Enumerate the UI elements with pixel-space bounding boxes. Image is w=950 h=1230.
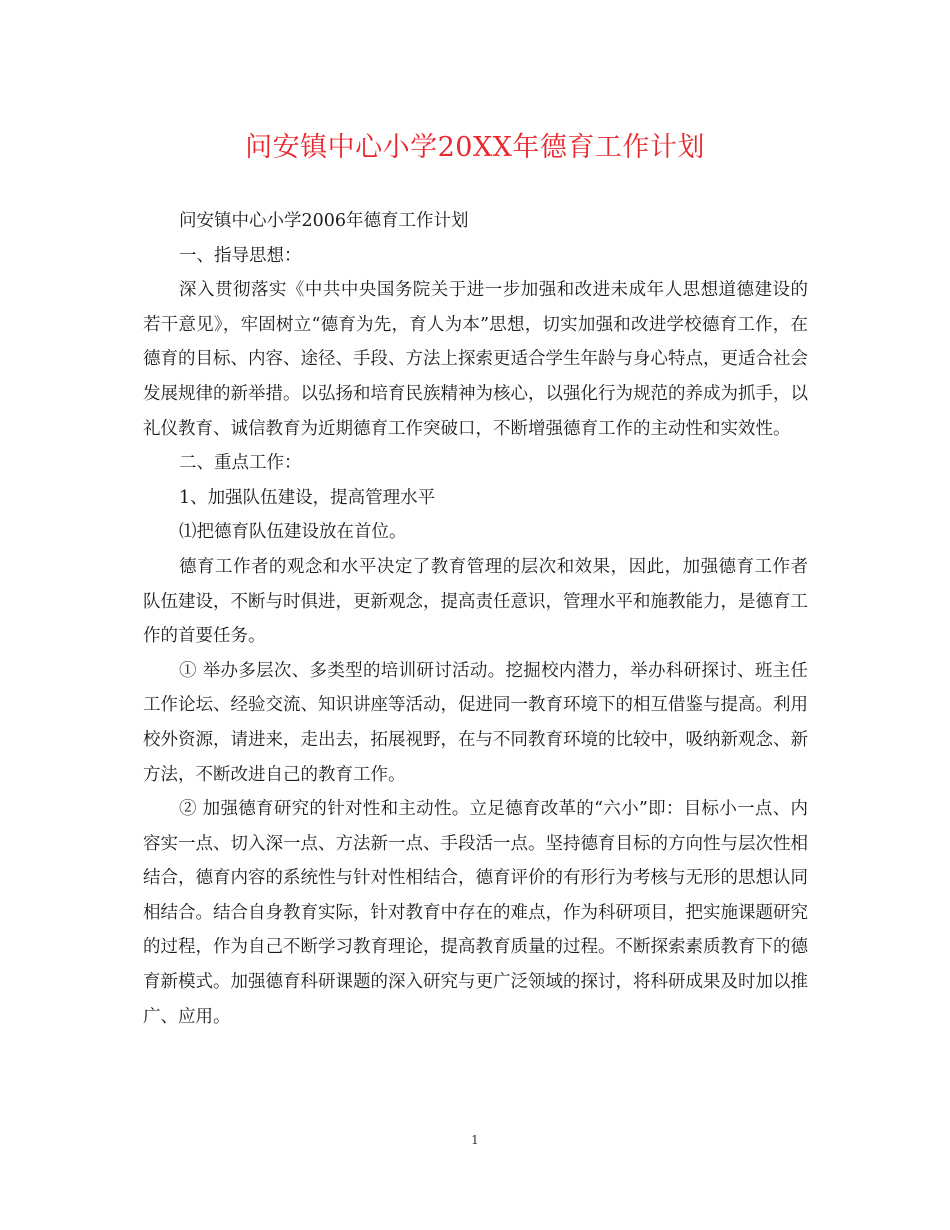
paragraph-point-1: ① 举办多层次、多类型的培训研讨活动。挖掘校内潜力，举办科研探讨、班主任工作论坛、经验交流、知识讲座等活动，促进同一教育环境下的相互借鉴与提高。利用校外资源，请进来，走出去，拓展视野，在与不同教育环境的比较中，吸纳新观念、新方法，不断改进自己的教育工作。 bbox=[143, 660, 808, 785]
paragraph-heading-guiding-thought: 一、指导思想： bbox=[179, 245, 302, 266]
document-body bbox=[143, 204, 808, 1034]
paragraph-guiding-thought: 深入贯彻落实《中共中央国务院关于进一步加强和改进未成年人思想道德建设的若干意见》，牢固树立“德育为先，育人为本”思想，切实加强和改进学校德育工作，在德育的目标、内容、途径、手段、方法上探索更适合学生年龄与身心特点，更适合社会发展规律的新举措。以弘扬和培育民族精神为核心，以强化行为规范的养成为抓手，以礼仪教育、诚信教育为近期德育工作突破口，不断增强德育工作的主动性和实效性。 bbox=[143, 280, 808, 439]
paragraph-heading-key-work: 二、重点工作： bbox=[179, 453, 302, 474]
paragraph-item-1-1: ⑴把德育队伍建设放在首位。 bbox=[179, 522, 407, 543]
paragraph-team-building: 德育工作者的观念和水平决定了教育管理的层次和效果，因此，加强德育工作者队伍建设，不断与时俱进，更新观念，提高责任意识，管理水平和施教能力，是德育工作的首要任务。 bbox=[143, 556, 808, 647]
paragraph-item-1: 1、加强队伍建设，提高管理水平 bbox=[179, 487, 436, 508]
paragraph-point-2: ② 加强德育研究的针对性和主动性。立足德育改革的“六小”即：目标小一点、内容实一点、切入深一点、方法新一点、手段活一点。坚持德育目标的方向性与层次性相结合，德育内容的系统性与针对性相结合，德育评价的有形行为考核与无形的思想认同相结合。结合自身教育实际，针对教育中存在的难点，作为科研项目，把实施课题研究的过程，作为自己不断学习教育理论，提高教育质量的过程。不断探索素质教育下的德育新模式。加强德育科研课题的深入研究与更广泛领域的探讨，将科研成果及时加以推广、应用。 bbox=[143, 799, 808, 1027]
paragraph-subtitle: 问安镇中心小学2006年德育工作计划 bbox=[179, 211, 469, 231]
page-number: 1 bbox=[471, 1133, 479, 1147]
document-title: 问安镇中心小学20XX年德育工作计划 bbox=[245, 132, 705, 163]
